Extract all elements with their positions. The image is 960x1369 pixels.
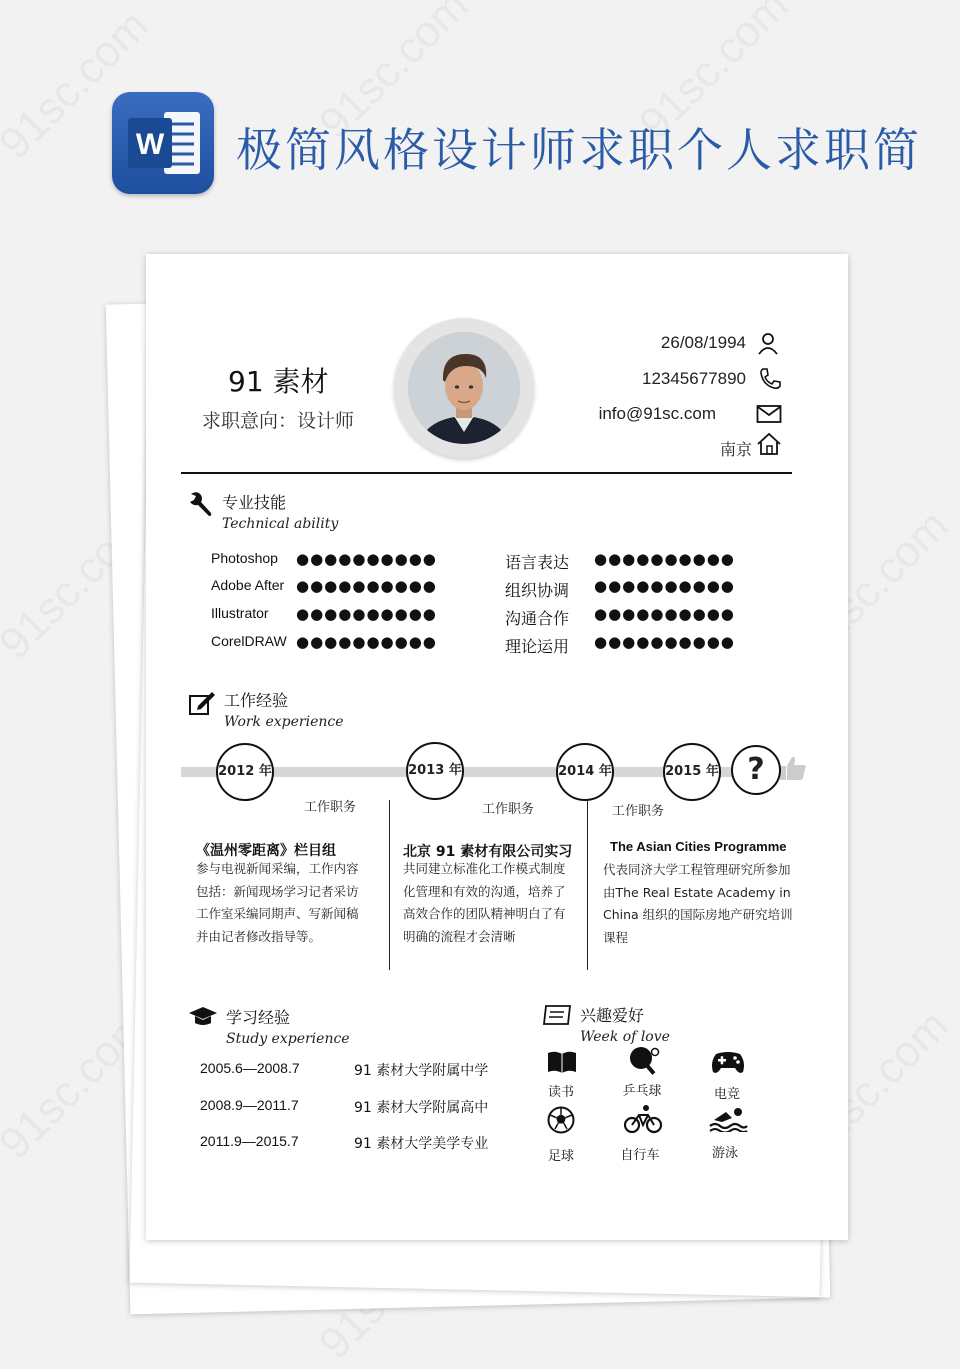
birth-date: 26/08/1994	[660, 333, 746, 352]
study-date: 2008.9—2011.7	[200, 1097, 299, 1113]
work-subtitle: Work experience	[224, 714, 344, 730]
year-marker: 2012 年	[216, 743, 274, 801]
skill-name: 理论运用	[505, 637, 570, 656]
year-marker: 2014 年	[556, 743, 614, 801]
timeline-divider	[389, 800, 390, 970]
work-title: 工作经验	[224, 691, 289, 710]
hobby-label: 自行车	[620, 1148, 660, 1163]
hobby-label: 游泳	[711, 1146, 738, 1161]
football-icon	[547, 1106, 575, 1138]
thumbs-up-icon	[778, 754, 808, 786]
city: 南京	[719, 442, 752, 459]
hobby-label: 足球	[547, 1149, 574, 1164]
avatar	[394, 318, 534, 458]
wrench-icon	[188, 490, 214, 522]
timeline-divider	[587, 800, 588, 970]
skill-level-dots: ●●●●●●●●●●	[594, 550, 735, 568]
candidate-name: 91 素材	[228, 365, 329, 398]
skill-name: Photoshop	[211, 550, 278, 566]
header-divider	[181, 472, 792, 474]
skill-level-dots: ●●●●●●●●●●	[296, 550, 437, 568]
phone-icon	[758, 367, 782, 395]
word-app-icon	[112, 92, 214, 194]
skill-name: CorelDRAW	[211, 633, 287, 649]
word-icon-letter: W	[135, 128, 165, 161]
job-description: 参与电视新闻采编，工作内容包括：新闻现场学习记者采访工作室采编同期声、写新闻稿并由记者修改指导等。	[196, 861, 359, 944]
year-marker: 2015 年	[663, 743, 721, 801]
bicycle-icon	[624, 1104, 662, 1138]
job-description: 代表同济大学工程管理研究所参加由The Real Estate Academy in China 组织的国际房地产研究培训课程	[603, 862, 793, 945]
skills-subtitle: Technical ability	[222, 516, 339, 532]
skill-level-dots: ●●●●●●●●●●	[296, 605, 437, 623]
study-date: 2005.6—2008.7	[200, 1060, 300, 1076]
year-marker: 2013 年	[406, 742, 464, 800]
skill-level-dots: ●●●●●●●●●●	[594, 577, 735, 595]
skill-level-dots: ●●●●●●●●●●	[594, 605, 735, 623]
study-school: 91 素材大学美学专业	[354, 1136, 489, 1152]
job-title: The Asian Cities Programme	[610, 839, 787, 854]
mail-icon	[756, 404, 782, 428]
study-school: 91 素材大学附属高中	[354, 1100, 489, 1116]
role-label: 工作职务	[482, 802, 535, 817]
skill-name: Adobe After	[211, 577, 285, 593]
person-icon	[756, 332, 780, 360]
ping-pong-icon	[628, 1046, 660, 1080]
skill-level-dots: ●●●●●●●●●●	[296, 577, 437, 595]
job-intention: 求职意向：设计师	[202, 410, 355, 432]
study-date: 2011.9—2015.7	[200, 1133, 299, 1149]
skill-name: Illustrator	[211, 605, 269, 621]
study-school: 91 素材大学附属中学	[354, 1063, 489, 1079]
hobbies-subtitle: Week of love	[580, 1029, 670, 1045]
skills-title: 专业技能	[222, 493, 287, 512]
hobby-label: 读书	[547, 1085, 574, 1100]
home-icon	[756, 432, 782, 460]
skill-level-dots: ●●●●●●●●●●	[296, 633, 437, 651]
gamepad-icon	[710, 1048, 746, 1080]
skill-name: 组织协调	[505, 581, 570, 600]
job-title: 北京 91 素材有限公司实习	[403, 844, 573, 860]
swimming-icon	[708, 1106, 748, 1136]
hobby-label: 乒乓球	[622, 1084, 662, 1099]
job-description: 共同建立标准化工作模式制度化管理和有效的沟通，培养了高效合作的团队精神明白了有明确的流程才会清晰	[403, 861, 566, 944]
book-icon	[547, 1050, 577, 1078]
email-address: info@91sc.com	[598, 404, 716, 423]
edit-icon	[188, 690, 216, 720]
skill-name: 沟通合作	[505, 609, 570, 628]
notebook-icon	[542, 1004, 572, 1030]
skill-level-dots: ●●●●●●●●●●	[594, 633, 735, 651]
role-label: 工作职务	[304, 800, 357, 815]
hobby-label: 电竞	[713, 1087, 740, 1102]
hobbies-title: 兴趣爱好	[580, 1006, 645, 1025]
study-subtitle: Study experience	[226, 1031, 350, 1047]
question-marker: ?	[731, 745, 781, 795]
job-title: 《温州零距离》栏目组	[196, 843, 336, 859]
study-title: 学习经验	[226, 1008, 291, 1027]
role-label: 工作职务	[612, 804, 665, 819]
phone-number: 12345677890	[641, 369, 746, 388]
graduation-cap-icon	[188, 1006, 218, 1032]
banner-title: 极简风格设计师求职个人求职简	[236, 123, 922, 177]
skill-name: 语言表达	[505, 553, 570, 572]
